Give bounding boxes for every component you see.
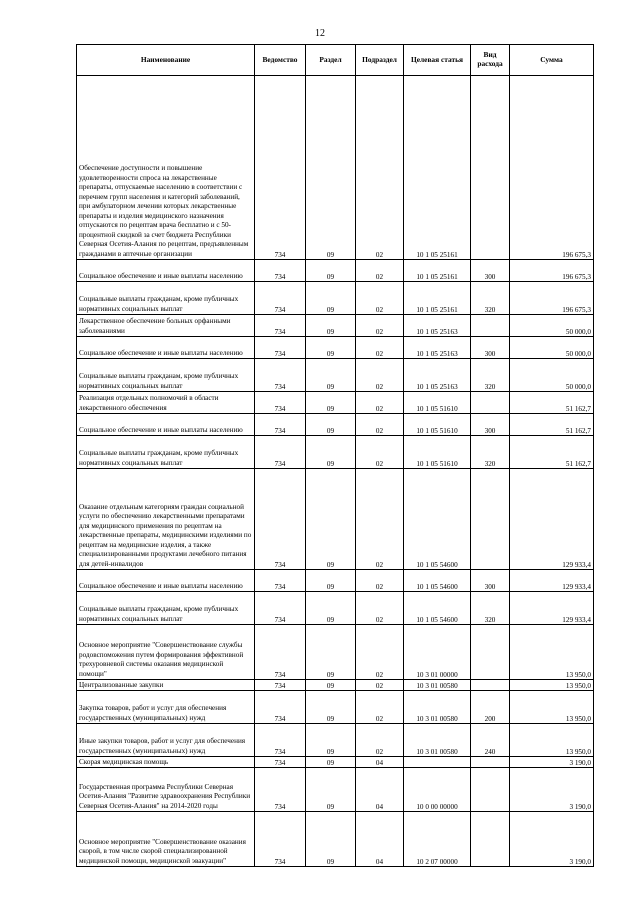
row-subsection: 04 bbox=[356, 812, 404, 867]
table-row bbox=[77, 757, 594, 768]
table-row bbox=[77, 625, 594, 680]
row-section: 09 bbox=[306, 592, 356, 625]
row-section: 09 bbox=[306, 757, 356, 768]
row-subsection: 02 bbox=[356, 282, 404, 315]
row-amount: 196 675,3 bbox=[510, 260, 594, 282]
row-expense-type bbox=[471, 625, 510, 680]
row-name: Основное мероприятие "Совершенствование оказания скорой, в том числе скорой специализированной медицинской помощи, медицинской эвакуации" bbox=[77, 812, 255, 867]
header-target: Целевая статья bbox=[404, 45, 471, 76]
table-row bbox=[77, 76, 594, 260]
row-expense-type bbox=[471, 757, 510, 768]
row-target: 10 0 00 00000 bbox=[404, 768, 471, 812]
row-expense-type bbox=[471, 812, 510, 867]
row-target: 10 1 05 25161 bbox=[404, 76, 471, 260]
row-expense-type: 320 bbox=[471, 359, 510, 392]
header-section: Раздел bbox=[306, 45, 356, 76]
row-target: 10 1 05 54600 bbox=[404, 592, 471, 625]
row-name: Иные закупки товаров, работ и услуг для обеспечения государственных (муниципальных) нужд bbox=[77, 724, 255, 757]
row-section: 09 bbox=[306, 724, 356, 757]
row-name: Социальные выплаты гражданам, кроме публичных нормативных социальных выплат bbox=[77, 359, 255, 392]
row-amount: 13 950,0 bbox=[510, 724, 594, 757]
row-target: 10 1 05 25163 bbox=[404, 337, 471, 359]
row-subsection: 02 bbox=[356, 570, 404, 592]
table-row bbox=[77, 768, 594, 812]
row-amount: 3 190,0 bbox=[510, 812, 594, 867]
row-expense-type: 320 bbox=[471, 282, 510, 315]
row-name: Оказание отдельным категориям граждан социальной услуги по обеспечению лекарственными препаратами для медицинского применения по рецептам на лекарственные препараты, медицинскими изделиями по рецептам на медицинские изделия, а также специализированными продуктами лечебного питания для детей-инвалидов bbox=[77, 469, 255, 570]
row-target: 10 1 05 25163 bbox=[404, 359, 471, 392]
row-subsection: 02 bbox=[356, 691, 404, 724]
row-expense-type: 320 bbox=[471, 436, 510, 469]
header-department: Ведомство bbox=[255, 45, 306, 76]
row-subsection: 02 bbox=[356, 724, 404, 757]
row-department: 734 bbox=[255, 359, 306, 392]
row-amount: 51 162,7 bbox=[510, 414, 594, 436]
row-department: 734 bbox=[255, 570, 306, 592]
row-amount: 50 000,0 bbox=[510, 315, 594, 337]
row-amount: 129 933,4 bbox=[510, 469, 594, 570]
row-name: Обеспечение доступности и повышение удовлетворенности спроса на лекарственные препараты, отпускаемые населению в соответствии с перечнем групп населения и категорий заболеваний, при амбулаторном лечении которых лекарственные препараты и изделия медицинского назначения отпускаются по рецептам врача бесплатно и с 50-процентной скидкой за счет бюджета Республики Северная Осетия-Алания по рецептам, предъявленным гражданами в аптечные организации bbox=[77, 76, 255, 260]
table-row bbox=[77, 592, 594, 625]
row-section: 09 bbox=[306, 315, 356, 337]
table-row bbox=[77, 680, 594, 691]
row-subsection: 02 bbox=[356, 392, 404, 414]
row-section: 09 bbox=[306, 414, 356, 436]
row-section: 09 bbox=[306, 260, 356, 282]
row-section: 09 bbox=[306, 812, 356, 867]
table-row bbox=[77, 469, 594, 570]
row-subsection: 04 bbox=[356, 757, 404, 768]
row-section: 09 bbox=[306, 282, 356, 315]
row-name: Лекарственное обеспечение больных орфанными заболеваниями bbox=[77, 315, 255, 337]
row-amount: 3 190,0 bbox=[510, 768, 594, 812]
row-amount: 3 190,0 bbox=[510, 757, 594, 768]
row-expense-type bbox=[471, 76, 510, 260]
row-section: 09 bbox=[306, 436, 356, 469]
row-department: 734 bbox=[255, 592, 306, 625]
table-row bbox=[77, 414, 594, 436]
row-name: Социальные выплаты гражданам, кроме публичных нормативных социальных выплат bbox=[77, 436, 255, 469]
row-department: 734 bbox=[255, 625, 306, 680]
row-section: 09 bbox=[306, 691, 356, 724]
row-name: Централизованные закупки bbox=[77, 680, 255, 691]
row-target: 10 1 05 54600 bbox=[404, 570, 471, 592]
row-department: 734 bbox=[255, 436, 306, 469]
row-amount: 13 950,0 bbox=[510, 691, 594, 724]
row-name: Закупка товаров, работ и услуг для обеспечения государственных (муниципальных) нужд bbox=[77, 691, 255, 724]
row-section: 09 bbox=[306, 469, 356, 570]
row-subsection: 04 bbox=[356, 768, 404, 812]
table-row bbox=[77, 260, 594, 282]
header-expense-type: Вид расхода bbox=[471, 45, 510, 76]
row-target: 10 1 05 54600 bbox=[404, 469, 471, 570]
table-row bbox=[77, 724, 594, 757]
row-section: 09 bbox=[306, 625, 356, 680]
row-expense-type bbox=[471, 392, 510, 414]
table-row bbox=[77, 436, 594, 469]
row-subsection: 02 bbox=[356, 625, 404, 680]
row-expense-type: 300 bbox=[471, 260, 510, 282]
row-amount: 196 675,3 bbox=[510, 76, 594, 260]
table-row bbox=[77, 337, 594, 359]
row-target: 10 1 05 25163 bbox=[404, 315, 471, 337]
row-department: 734 bbox=[255, 282, 306, 315]
row-target: 10 1 05 51610 bbox=[404, 436, 471, 469]
table-row bbox=[77, 315, 594, 337]
row-subsection: 02 bbox=[356, 680, 404, 691]
table-row bbox=[77, 812, 594, 867]
row-department: 734 bbox=[255, 76, 306, 260]
row-target: 10 1 05 51610 bbox=[404, 414, 471, 436]
table-row bbox=[77, 392, 594, 414]
row-target: 10 3 01 00000 bbox=[404, 625, 471, 680]
row-target: 10 3 01 00580 bbox=[404, 691, 471, 724]
table-row bbox=[77, 359, 594, 392]
row-name: Социальные выплаты гражданам, кроме публичных нормативных социальных выплат bbox=[77, 282, 255, 315]
row-target: 10 1 05 25161 bbox=[404, 282, 471, 315]
row-expense-type bbox=[471, 469, 510, 570]
row-subsection: 02 bbox=[356, 337, 404, 359]
row-department: 734 bbox=[255, 469, 306, 570]
row-department: 734 bbox=[255, 392, 306, 414]
row-subsection: 02 bbox=[356, 315, 404, 337]
row-department: 734 bbox=[255, 768, 306, 812]
row-department: 734 bbox=[255, 680, 306, 691]
header-amount: Сумма bbox=[510, 45, 594, 76]
row-expense-type: 300 bbox=[471, 337, 510, 359]
row-subsection: 02 bbox=[356, 469, 404, 570]
row-expense-type bbox=[471, 768, 510, 812]
row-expense-type bbox=[471, 680, 510, 691]
row-amount: 129 933,4 bbox=[510, 592, 594, 625]
row-department: 734 bbox=[255, 812, 306, 867]
row-department: 734 bbox=[255, 337, 306, 359]
row-target bbox=[404, 757, 471, 768]
table-row bbox=[77, 570, 594, 592]
row-section: 09 bbox=[306, 768, 356, 812]
row-subsection: 02 bbox=[356, 592, 404, 625]
row-name: Социальные выплаты гражданам, кроме публичных нормативных социальных выплат bbox=[77, 592, 255, 625]
row-name: Социальное обеспечение и иные выплаты населению bbox=[77, 414, 255, 436]
row-section: 09 bbox=[306, 680, 356, 691]
row-expense-type: 200 bbox=[471, 691, 510, 724]
row-department: 734 bbox=[255, 691, 306, 724]
row-target: 10 1 05 51610 bbox=[404, 392, 471, 414]
row-subsection: 02 bbox=[356, 260, 404, 282]
row-amount: 50 000,0 bbox=[510, 337, 594, 359]
row-name: Социальное обеспечение и иные выплаты населению bbox=[77, 570, 255, 592]
row-subsection: 02 bbox=[356, 414, 404, 436]
row-department: 734 bbox=[255, 260, 306, 282]
row-department: 734 bbox=[255, 414, 306, 436]
row-section: 09 bbox=[306, 337, 356, 359]
row-name: Основное мероприятие "Совершенствование службы родовспоможения путем формирования эффективной трехуровневой системы оказания медицинской помощи" bbox=[77, 625, 255, 680]
header-name: Наименование bbox=[77, 45, 255, 76]
row-section: 09 bbox=[306, 76, 356, 260]
row-amount: 50 000,0 bbox=[510, 359, 594, 392]
table-row bbox=[77, 282, 594, 315]
row-amount: 196 675,3 bbox=[510, 282, 594, 315]
row-department: 734 bbox=[255, 757, 306, 768]
row-section: 09 bbox=[306, 392, 356, 414]
row-section: 09 bbox=[306, 570, 356, 592]
row-department: 734 bbox=[255, 315, 306, 337]
row-amount: 51 162,7 bbox=[510, 392, 594, 414]
row-subsection: 02 bbox=[356, 76, 404, 260]
row-target: 10 2 07 00000 bbox=[404, 812, 471, 867]
row-name: Реализация отдельных полномочий в области лекарственного обеспечения bbox=[77, 392, 255, 414]
row-department: 734 bbox=[255, 724, 306, 757]
row-target: 10 1 05 25161 bbox=[404, 260, 471, 282]
row-expense-type: 300 bbox=[471, 570, 510, 592]
row-name: Скорая медицинская помощь bbox=[77, 757, 255, 768]
page-number: 12 bbox=[315, 28, 325, 39]
table-row bbox=[77, 691, 594, 724]
budget-table bbox=[76, 44, 594, 867]
row-amount: 13 950,0 bbox=[510, 625, 594, 680]
row-amount: 13 950,0 bbox=[510, 680, 594, 691]
row-amount: 51 162,7 bbox=[510, 436, 594, 469]
row-target: 10 3 01 00580 bbox=[404, 680, 471, 691]
row-expense-type: 300 bbox=[471, 414, 510, 436]
row-subsection: 02 bbox=[356, 359, 404, 392]
row-expense-type bbox=[471, 315, 510, 337]
row-name: Государственная программа Республики Северная Осетия-Алания "Развитие здравоохранения Республики Северная Осетия-Алания" на 2014-2020 годы bbox=[77, 768, 255, 812]
row-name: Социальное обеспечение и иные выплаты населению bbox=[77, 260, 255, 282]
row-section: 09 bbox=[306, 359, 356, 392]
row-amount: 129 933,4 bbox=[510, 570, 594, 592]
header-subsection: Подраздел bbox=[356, 45, 404, 76]
table-header-row bbox=[77, 45, 594, 76]
row-subsection: 02 bbox=[356, 436, 404, 469]
row-expense-type: 320 bbox=[471, 592, 510, 625]
row-expense-type: 240 bbox=[471, 724, 510, 757]
row-target: 10 3 01 00580 bbox=[404, 724, 471, 757]
row-name: Социальное обеспечение и иные выплаты населению bbox=[77, 337, 255, 359]
